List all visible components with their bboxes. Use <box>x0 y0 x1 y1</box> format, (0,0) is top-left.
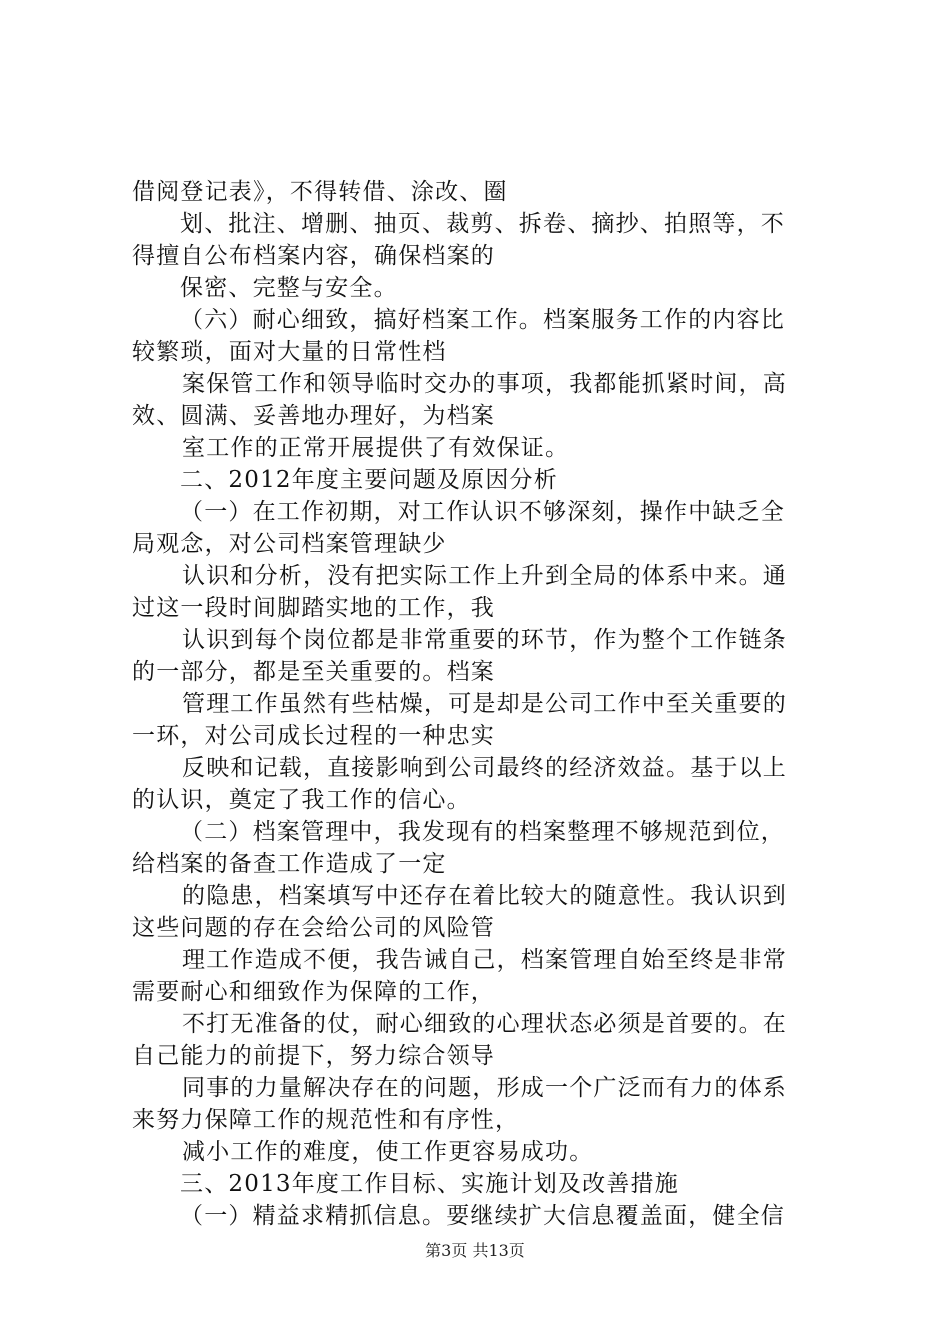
text-line-33: （一）精益求精抓信息。要继续扩大信息覆盖面，健全信 <box>180 1203 785 1229</box>
text-line-13: 认识和分析，没有把实际工作上升到全局的体系中来。通 <box>182 563 787 589</box>
text-line-4: 保密、完整与安全。 <box>180 275 398 301</box>
text-line-3: 得擅自公布档案内容，确保档案的 <box>132 243 495 269</box>
text-line-7: 案保管工作和领导临时交办的事项，我都能抓紧时间，高 <box>182 371 787 397</box>
text-line-11: （一）在工作初期，对工作认识不够深刻，操作中缺乏全 <box>180 499 785 525</box>
text-line-31: 减小工作的难度，使工作更容易成功。 <box>182 1139 594 1165</box>
text-line-2: 划、批注、增删、抽页、裁剪、拆卷、摘抄、拍照等，不 <box>180 211 785 237</box>
text-line-30: 来努力保障工作的规范性和有序性， <box>132 1107 520 1133</box>
text-line-21: （二）档案管理中，我发现有的档案整理不够规范到位， <box>180 819 785 845</box>
text-line-6: 较繁琐，面对大量的日常性档 <box>132 339 447 365</box>
text-line-20: 的认识，奠定了我工作的信心。 <box>132 787 471 813</box>
text-line-15: 认识到每个岗位都是非常重要的环节，作为整个工作链条 <box>182 627 787 653</box>
page-number-footer: 第3页 共13页 <box>425 1241 525 1260</box>
text-line-5: （六）耐心细致，搞好档案工作。档案服务工作的内容比 <box>180 307 785 333</box>
text-line-25: 理工作造成不便，我告诫自己，档案管理自始至终是非常 <box>182 947 787 973</box>
text-line-8: 效、圆满、妥善地办理好，为档案 <box>132 403 495 429</box>
text-line-9: 室工作的正常开展提供了有效保证。 <box>182 435 570 461</box>
text-line-23: 的隐患，档案填写中还存在着比较大的随意性。我认识到 <box>182 883 787 909</box>
text-line-12: 局观念，对公司档案管理缺少 <box>132 531 447 557</box>
text-line-22: 给档案的备查工作造成了一定 <box>132 851 447 877</box>
text-line-1: 借阅登记表》，不得转借、涂改、圈 <box>132 179 508 205</box>
text-line-14: 过这一段时间脚踏实地的工作，我 <box>132 595 495 621</box>
document-body <box>132 176 832 1232</box>
text-line-29: 同事的力量解决存在的问题，形成一个广泛而有力的体系 <box>182 1075 787 1101</box>
text-line-19: 反映和记载，直接影响到公司最终的经济效益。基于以上 <box>182 755 787 781</box>
text-line-28: 自己能力的前提下，努力综合领导 <box>132 1043 495 1069</box>
text-line-24: 这些问题的存在会给公司的风险管 <box>132 915 495 941</box>
text-line-27: 不打无准备的仗，耐心细致的心理状态必须是首要的。在 <box>182 1011 787 1037</box>
text-line-18: 一环，对公司成长过程的一种忠实 <box>132 723 495 749</box>
text-line-17: 管理工作虽然有些枯燥，可是却是公司工作中至关重要的 <box>182 691 787 717</box>
section-heading-2: 二、2012年度主要问题及原因分析 <box>180 467 558 493</box>
text-line-16: 的一部分，都是至关重要的。档案 <box>132 659 495 685</box>
section-heading-3: 三、2013年度工作目标、实施计划及改善措施 <box>180 1171 679 1197</box>
text-line-26: 需要耐心和细致作为保障的工作， <box>132 979 495 1005</box>
